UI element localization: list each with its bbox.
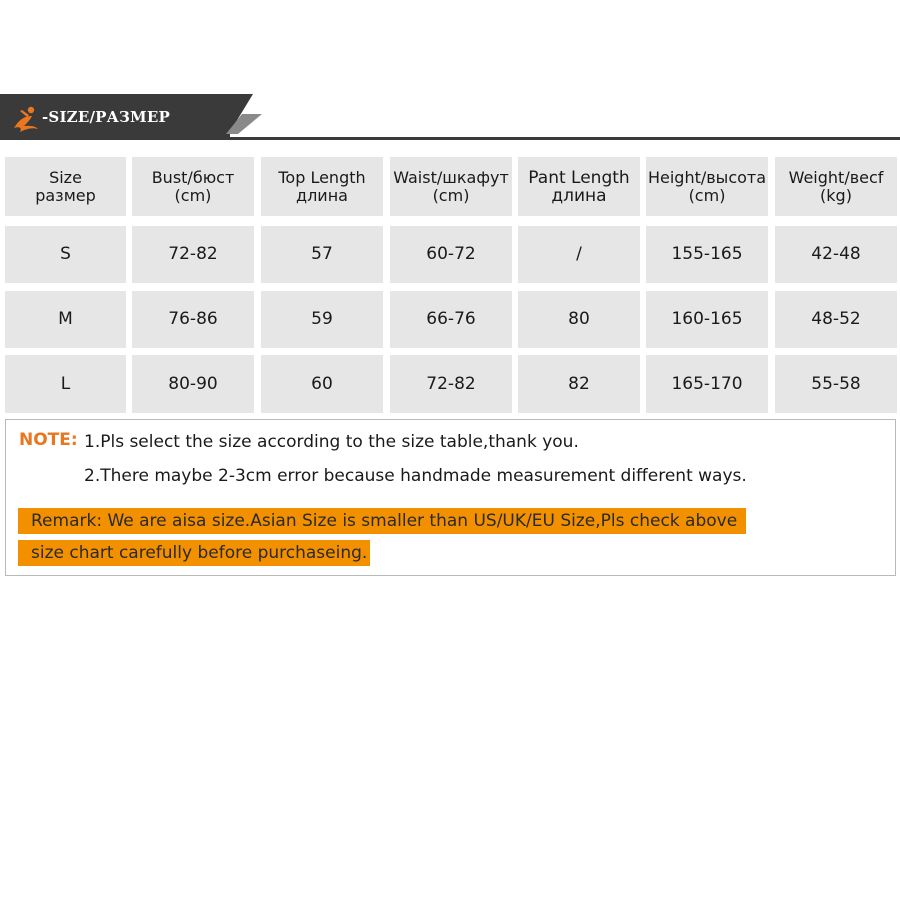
table-cell: 42-48 <box>775 226 897 283</box>
remark-bar-1: Remark: We are aisa size.Asian Size is smaller than US/UK/EU Size,Pls check above <box>18 508 746 534</box>
table-cell: 72-82 <box>132 226 254 283</box>
table-cell: L <box>5 355 126 413</box>
table-cell: 60-72 <box>390 226 512 283</box>
table-cell: 48-52 <box>775 291 897 348</box>
table-cell: S <box>5 226 126 283</box>
table-cell: M <box>5 291 126 348</box>
table-cell: 57 <box>261 226 383 283</box>
header-cell-top-length: Top Length длина <box>261 157 383 216</box>
table-cell: 76-86 <box>132 291 254 348</box>
note-label: NOTE: <box>19 430 78 450</box>
header-cell-waist: Waist/шкафут (cm) <box>390 157 512 216</box>
note-line-2: 2.There maybe 2-3cm error because handmade measurement different ways. <box>84 466 747 486</box>
table-cell: 66-76 <box>390 291 512 348</box>
table-cell: 80-90 <box>132 355 254 413</box>
table-cell: / <box>518 226 640 283</box>
note-box <box>5 419 896 576</box>
header-cell-size: Size размер <box>5 157 126 216</box>
table-cell: 165-170 <box>646 355 768 413</box>
header-banner <box>0 94 900 142</box>
remark-bar-2: size chart carefully before purchaseing. <box>18 540 370 566</box>
header-cell-weight: Weight/весf (kg) <box>775 157 897 216</box>
table-cell: 72-82 <box>390 355 512 413</box>
header-cell-pant-length: Pant Length длина <box>518 157 640 216</box>
table-cell: 59 <box>261 291 383 348</box>
table-cell: 80 <box>518 291 640 348</box>
table-cell: 160-165 <box>646 291 768 348</box>
note-line-1: 1.Pls select the size according to the size table,thank you. <box>84 432 579 452</box>
table-cell: 82 <box>518 355 640 413</box>
table-cell: 60 <box>261 355 383 413</box>
dancer-logo-icon <box>10 104 42 136</box>
table-cell: 55-58 <box>775 355 897 413</box>
header-cell-bust: Bust/бюст (cm) <box>132 157 254 216</box>
header-title: -SIZE/РАЗМЕР <box>42 108 170 126</box>
table-cell: 155-165 <box>646 226 768 283</box>
header-cell-height: Height/высота (cm) <box>646 157 768 216</box>
